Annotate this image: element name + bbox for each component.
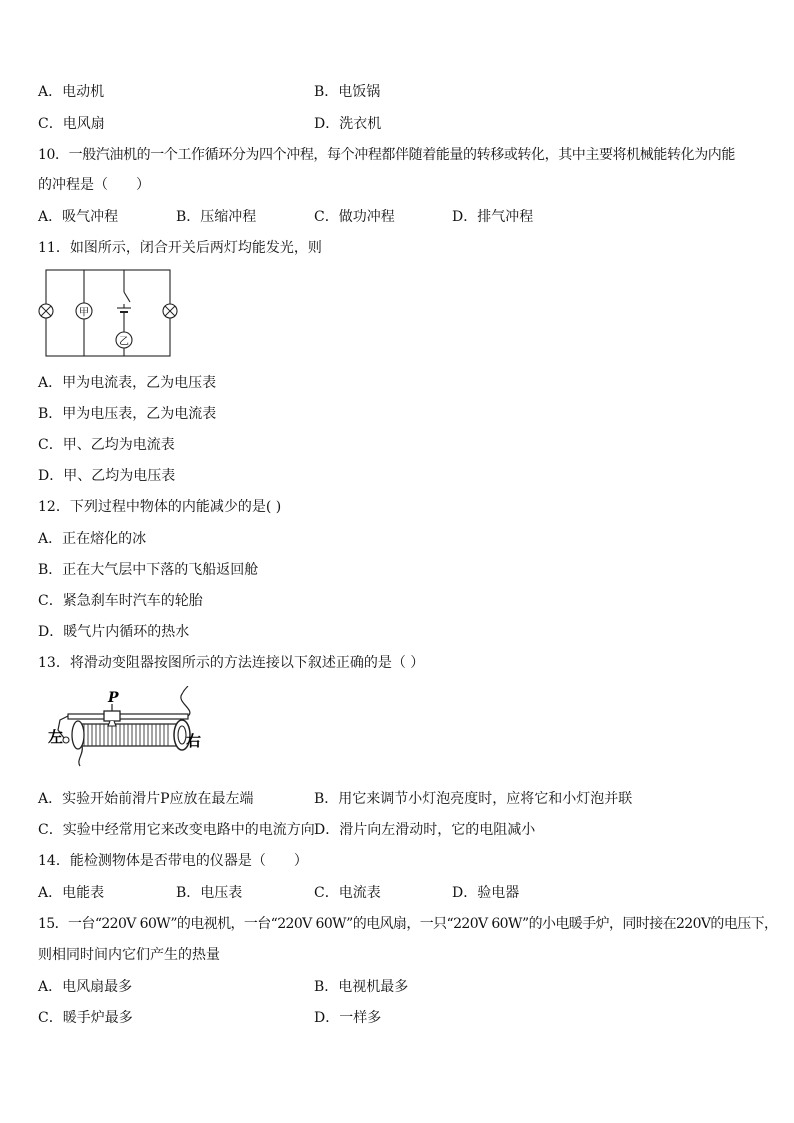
q13-option-b: B．用它来调节小灯泡亮度时，应将它和小灯泡并联 [314,791,633,807]
meter-jia-icon [76,303,92,319]
q10-stem-line2: 的冲程是（ ） [38,177,150,193]
q12-option-d: D．暖气片内循环的热水 [38,624,190,640]
q15-option-a: A．电风扇最多 [38,979,133,995]
q13-option-a: A．实验开始前滑片P应放在最左端 [38,791,254,807]
q12-option-b: B．正在大气层中下落的飞船返回舱 [38,562,259,578]
q11-option-c: C．甲、乙均为电流表 [38,437,175,453]
q13-rheostat-figure [46,686,204,772]
meter-yi-label: 乙 [119,336,129,348]
q10-option-b: B．压缩冲程 [176,209,257,225]
q10-option-c: C．做功冲程 [314,209,395,225]
q12-stem: 12．下列过程中物体的内能减少的是( ) [38,499,282,515]
rheostat-metal-bar [68,714,188,719]
q15-stem-line2: 则相同时间内它们产生的热量 [38,947,220,963]
q10-option-a: A．吸气冲程 [38,209,119,225]
rheostat-slider [104,711,120,721]
q12-option-c: C．紧急刹车时汽车的轮胎 [38,593,203,609]
q11-option-a: A．甲为电流表，乙为电压表 [38,375,217,391]
q9-option-d: D．洗衣机 [314,116,382,132]
rheostat-slider-label: P [108,690,119,706]
rheostat-right-label: 右 [186,732,202,750]
q14-option-d: D．验电器 [452,885,520,901]
q14-option-a: A．电能表 [38,885,105,901]
q10-stem-line1: 10．一般汽油机的一个工作循环分为四个冲程，每个冲程都伴随着能量的转移或转化，其中主要将机械能转化为内能 [38,147,736,163]
meter-yi-icon [116,332,132,348]
lamp-left-icon [39,304,53,318]
q10-option-d: D．排气冲程 [452,209,534,225]
q9-option-b: B．电饭锅 [314,84,381,100]
q11-stem: 11．如图所示，闭合开关后两灯均能发光，则 [38,240,322,256]
rheostat-left-cap [72,721,84,749]
q9-option-c: C．电风扇 [38,116,105,132]
q13-option-c: C．实验中经常用它来改变电路中的电流方向 [38,822,315,838]
q9-option-a: A．电动机 [38,84,105,100]
q13-option-d: D．滑片向左滑动时，它的电阻减小 [314,822,536,838]
rheostat-right-wire [181,686,190,716]
switch-blade [124,292,130,302]
q13-stem: 13．将滑动变阻器按图所示的方法连接以下叙述正确的是（ ） [38,655,425,671]
q11-circuit-diagram [34,266,180,360]
q12-option-a: A．正在熔化的冰 [38,531,147,547]
q11-option-b: B．甲为电压表，乙为电流表 [38,406,217,422]
q14-stem: 14．能检测物体是否带电的仪器是（ ） [38,853,308,869]
q11-option-d: D．甲、乙均为电压表 [38,468,176,484]
meter-jia-label: 甲 [79,307,89,319]
rheostat-left-label: 左 [48,728,64,746]
q14-option-c: C．电流表 [314,885,381,901]
rheostat-coil-body [78,724,180,746]
q15-option-b: B．电视机最多 [314,979,409,995]
lamp-right-icon [163,304,177,318]
q15-option-c: C．暖手炉最多 [38,1010,133,1026]
q14-option-b: B．电压表 [176,885,243,901]
circuit-outer-wire [46,270,170,356]
q15-stem-line1: 15．一台“220V 60W”的电视机，一台“220V 60W”的电风扇，一只“220V 60W”的小电暖手炉，同时接在220V的电压下， [38,916,778,932]
q15-option-d: D．一样多 [314,1010,382,1026]
